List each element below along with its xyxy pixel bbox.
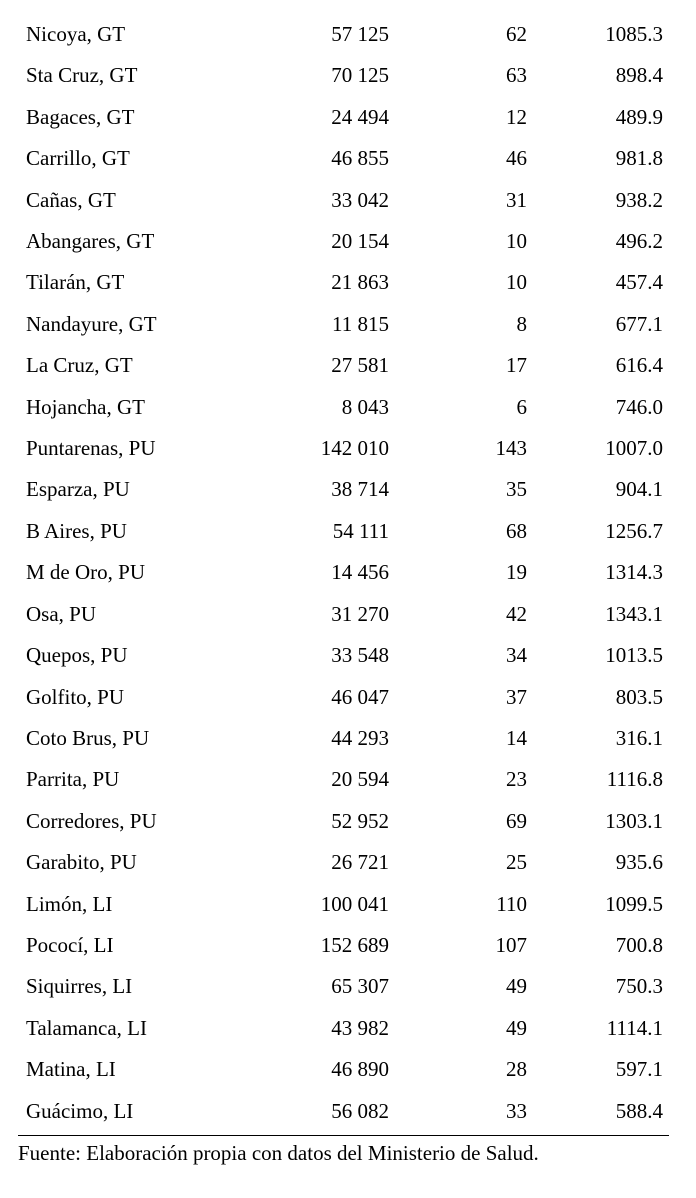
rate-cell: 700.8 xyxy=(615,932,663,957)
cases-cell: 46 xyxy=(506,146,527,171)
canton-name-cell: Limón, LI xyxy=(26,891,113,916)
rate-cell: 750.3 xyxy=(615,974,663,999)
cases-cell: 42 xyxy=(506,601,527,626)
canton-name-cell: Quepos, PU xyxy=(26,643,128,668)
table-row xyxy=(18,1008,669,1049)
rate-cell: 1013.5 xyxy=(605,643,663,668)
canton-name-cell: Tilarán, GT xyxy=(26,270,125,295)
canton-name-cell: Coto Brus, PU xyxy=(26,725,150,750)
cases-cell: 143 xyxy=(495,436,527,461)
canton-name-cell: Garabito, PU xyxy=(26,850,137,875)
canton-name-cell: Osa, PU xyxy=(26,601,97,626)
table-row xyxy=(18,221,669,262)
canton-name-cell: Cañas, GT xyxy=(26,187,116,212)
cases-cell: 10 xyxy=(506,270,527,295)
canton-name-cell: La Cruz, GT xyxy=(26,353,133,378)
table-row xyxy=(18,469,669,510)
table-row xyxy=(18,884,669,925)
canton-data-table xyxy=(18,14,669,1132)
population-cell: 70 125 xyxy=(331,63,389,88)
population-cell: 142 010 xyxy=(320,436,389,461)
population-cell: 54 111 xyxy=(332,518,389,543)
canton-name-cell: B Aires, PU xyxy=(26,518,127,543)
table-row xyxy=(18,1049,669,1090)
cases-cell: 34 xyxy=(506,643,527,668)
population-cell: 33 548 xyxy=(331,643,389,668)
cases-cell: 8 xyxy=(516,311,527,336)
rate-cell: 496.2 xyxy=(615,229,663,254)
cases-cell: 14 xyxy=(506,725,527,750)
rate-cell: 1303.1 xyxy=(605,808,663,833)
cases-cell: 6 xyxy=(516,394,527,419)
canton-name-cell: Golfito, PU xyxy=(26,684,125,709)
table-row xyxy=(18,1091,669,1132)
source-note: Fuente: Elaboración propia con datos del Ministerio de Salud. xyxy=(18,1141,539,1165)
cases-cell: 33 xyxy=(506,1098,527,1123)
population-cell: 33 042 xyxy=(331,187,389,212)
table-row xyxy=(18,677,669,718)
table-row xyxy=(18,842,669,883)
rate-cell: 904.1 xyxy=(615,477,663,502)
canton-name-cell: Matina, LI xyxy=(26,1057,116,1082)
rate-cell: 1099.5 xyxy=(605,891,663,916)
rate-cell: 1116.8 xyxy=(606,767,663,792)
cases-cell: 37 xyxy=(506,684,527,709)
canton-name-cell: Sta Cruz, GT xyxy=(26,63,138,88)
table-row xyxy=(18,801,669,842)
canton-name-cell: Hojancha, GT xyxy=(26,394,145,419)
rate-cell: 981.8 xyxy=(615,146,663,171)
rate-cell: 1314.3 xyxy=(605,560,663,585)
population-cell: 27 581 xyxy=(331,353,389,378)
canton-name-cell: Esparza, PU xyxy=(26,477,130,502)
table-row xyxy=(18,635,669,676)
population-cell: 26 721 xyxy=(331,850,389,875)
cases-cell: 28 xyxy=(506,1057,527,1082)
canton-name-cell: Bagaces, GT xyxy=(26,104,135,129)
rate-cell: 677.1 xyxy=(615,311,663,336)
cases-cell: 63 xyxy=(506,63,527,88)
table-row xyxy=(18,97,669,138)
rate-cell: 1085.3 xyxy=(605,22,663,46)
population-cell: 152 689 xyxy=(320,932,389,957)
cases-cell: 49 xyxy=(506,974,527,999)
table-row xyxy=(18,552,669,593)
table-bottom-rule xyxy=(18,1135,669,1136)
cases-cell: 17 xyxy=(506,353,527,378)
table-row xyxy=(18,759,669,800)
rate-cell: 457.4 xyxy=(615,270,663,295)
rate-cell: 597.1 xyxy=(615,1057,663,1082)
population-cell: 46 855 xyxy=(331,146,389,171)
cases-cell: 62 xyxy=(506,22,527,46)
population-cell: 100 041 xyxy=(320,891,389,916)
cases-cell: 107 xyxy=(495,932,527,957)
table-body xyxy=(18,14,669,1132)
table-row xyxy=(18,428,669,469)
rate-cell: 1007.0 xyxy=(605,436,663,461)
table-row xyxy=(18,304,669,345)
table-row xyxy=(18,180,669,221)
table-row xyxy=(18,345,669,386)
canton-name-cell: Pococí, LI xyxy=(26,932,114,957)
population-cell: 21 863 xyxy=(331,270,389,295)
population-cell: 11 815 xyxy=(332,311,389,336)
population-cell: 20 154 xyxy=(331,229,389,254)
population-cell: 20 594 xyxy=(331,767,389,792)
population-cell: 52 952 xyxy=(331,808,389,833)
population-cell: 46 890 xyxy=(331,1057,389,1082)
table-row xyxy=(18,925,669,966)
data-table-container xyxy=(18,14,669,1132)
canton-name-cell: M de Oro, PU xyxy=(26,560,145,585)
cases-cell: 68 xyxy=(506,518,527,543)
population-cell: 43 982 xyxy=(331,1015,389,1040)
table-row xyxy=(18,138,669,179)
population-cell: 38 714 xyxy=(331,477,389,502)
rate-cell: 1343.1 xyxy=(605,601,663,626)
cases-cell: 35 xyxy=(506,477,527,502)
canton-name-cell: Corredores, PU xyxy=(26,808,157,833)
table-row xyxy=(18,262,669,303)
table-row xyxy=(18,718,669,759)
rate-cell: 803.5 xyxy=(615,684,663,709)
population-cell: 57 125 xyxy=(331,22,389,46)
rate-cell: 935.6 xyxy=(615,850,663,875)
canton-name-cell: Puntarenas, PU xyxy=(26,436,156,461)
population-cell: 14 456 xyxy=(331,560,389,585)
rate-cell: 1256.7 xyxy=(605,518,663,543)
canton-name-cell: Siquirres, LI xyxy=(26,974,133,999)
rate-cell: 316.1 xyxy=(615,725,663,750)
cases-cell: 12 xyxy=(506,104,527,129)
population-cell: 44 293 xyxy=(331,725,389,750)
cases-cell: 23 xyxy=(506,767,527,792)
table-row xyxy=(18,511,669,552)
cases-cell: 110 xyxy=(496,891,527,916)
rate-cell: 1114.1 xyxy=(606,1015,663,1040)
rate-cell: 898.4 xyxy=(615,63,663,88)
population-cell: 56 082 xyxy=(331,1098,389,1123)
population-cell: 8 043 xyxy=(341,394,389,419)
canton-name-cell: Abangares, GT xyxy=(26,229,155,254)
canton-name-cell: Parrita, PU xyxy=(26,767,120,792)
cases-cell: 10 xyxy=(506,229,527,254)
table-row xyxy=(18,966,669,1007)
table-row xyxy=(18,387,669,428)
canton-name-cell: Carrillo, GT xyxy=(26,146,130,171)
cases-cell: 25 xyxy=(506,850,527,875)
rate-cell: 489.9 xyxy=(615,104,663,129)
cases-cell: 19 xyxy=(506,560,527,585)
rate-cell: 746.0 xyxy=(615,394,663,419)
canton-name-cell: Talamanca, LI xyxy=(26,1015,147,1040)
population-cell: 31 270 xyxy=(331,601,389,626)
population-cell: 46 047 xyxy=(331,684,389,709)
rate-cell: 588.4 xyxy=(615,1098,663,1123)
cases-cell: 49 xyxy=(506,1015,527,1040)
canton-name-cell: Guácimo, LI xyxy=(26,1098,134,1123)
cases-cell: 69 xyxy=(506,808,527,833)
population-cell: 24 494 xyxy=(331,104,389,129)
table-row xyxy=(18,14,669,55)
population-cell: 65 307 xyxy=(331,974,389,999)
rate-cell: 616.4 xyxy=(615,353,663,378)
canton-name-cell: Nicoya, GT xyxy=(26,22,126,46)
table-row xyxy=(18,594,669,635)
canton-name-cell: Nandayure, GT xyxy=(26,311,157,336)
cases-cell: 31 xyxy=(506,187,527,212)
rate-cell: 938.2 xyxy=(615,187,663,212)
table-row xyxy=(18,55,669,96)
